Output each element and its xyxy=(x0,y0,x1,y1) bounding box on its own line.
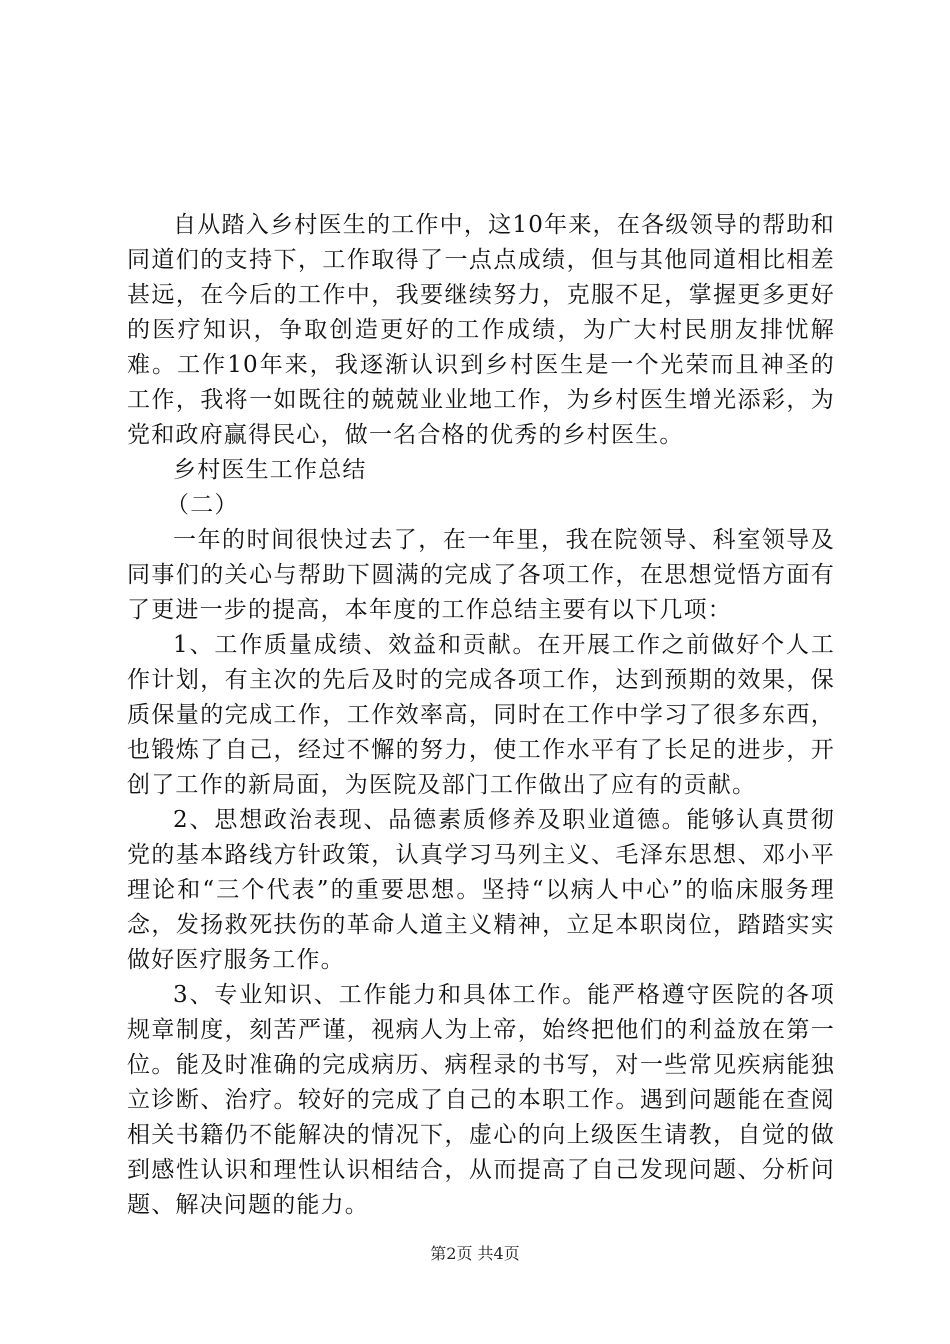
document-body xyxy=(127,208,835,1223)
closing-paragraph: 自从踏入乡村医生的工作中，这10年来，在各级领导的帮助和同道们的支持下，工作取得了一点点成绩，但与其他同道相比相差甚远，在今后的工作中，我要继续努力，克服不足，掌握更多更好的医疗知识，争取创造更好的工作成绩，为广大村民朋友排忧解难。工作10年来，我逐渐认识到乡村医生是一个光荣而且神圣的工作，我将一如既往的兢兢业业地工作，为乡村医生增光添彩，为党和政府赢得民心，做一名合格的优秀的乡村医生。 xyxy=(127,212,835,448)
intro-paragraph: 一年的时间很快过去了，在一年里，我在院领导、科室领导及同事们的关心与帮助下圆满的完成了各项工作，在思想觉悟方面有了更进一步的提高，本年度的工作总结主要有以下几项： xyxy=(127,527,835,623)
page-number-footer: 第2页 共4页 xyxy=(430,1244,520,1263)
item-paragraph-2: 2、思想政治表现、品德素质修养及职业道德。能够认真贯彻党的基本路线方针政策，认真学习马列主义、毛泽东思想、邓小平理论和“三个代表”的重要思想。坚持“以病人中心”的临床服务理念，发扬救死扶伤的革命人道主义精神，立足本职岗位，踏踏实实做好医疗服务工作。 xyxy=(127,807,835,973)
section-number: （二） xyxy=(166,492,239,518)
item-paragraph-1: 1、工作质量成绩、效益和贡献。在开展工作之前做好个人工作计划，有主次的先后及时的完成各项工作，达到预期的效果，保质保量的完成工作，工作效率高，同时在工作中学习了很多东西，也锻炼了自己，经过不懈的努力，使工作水平有了长足的进步，开创了工作的新局面，为医院及部门工作做出了应有的贡献。 xyxy=(127,632,835,798)
item-paragraph-3: 3、专业知识、工作能力和具体工作。能严格遵守医院的各项规章制度，刻苦严谨，视病人为上帝，始终把他们的利益放在第一位。能及时准确的完成病历、病程录的书写，对一些常见疾病能独立诊断、治疗。较好的完成了自己的本职工作。遇到问题能在查阅相关书籍仍不能解决的情况下，虚心的向上级医生请教，自觉的做到感性认识和理性认识相结合，从而提高了自己发现问题、分析问题、解决问题的能力。 xyxy=(127,982,835,1218)
section-title: 乡村医生工作总结 xyxy=(173,457,367,483)
